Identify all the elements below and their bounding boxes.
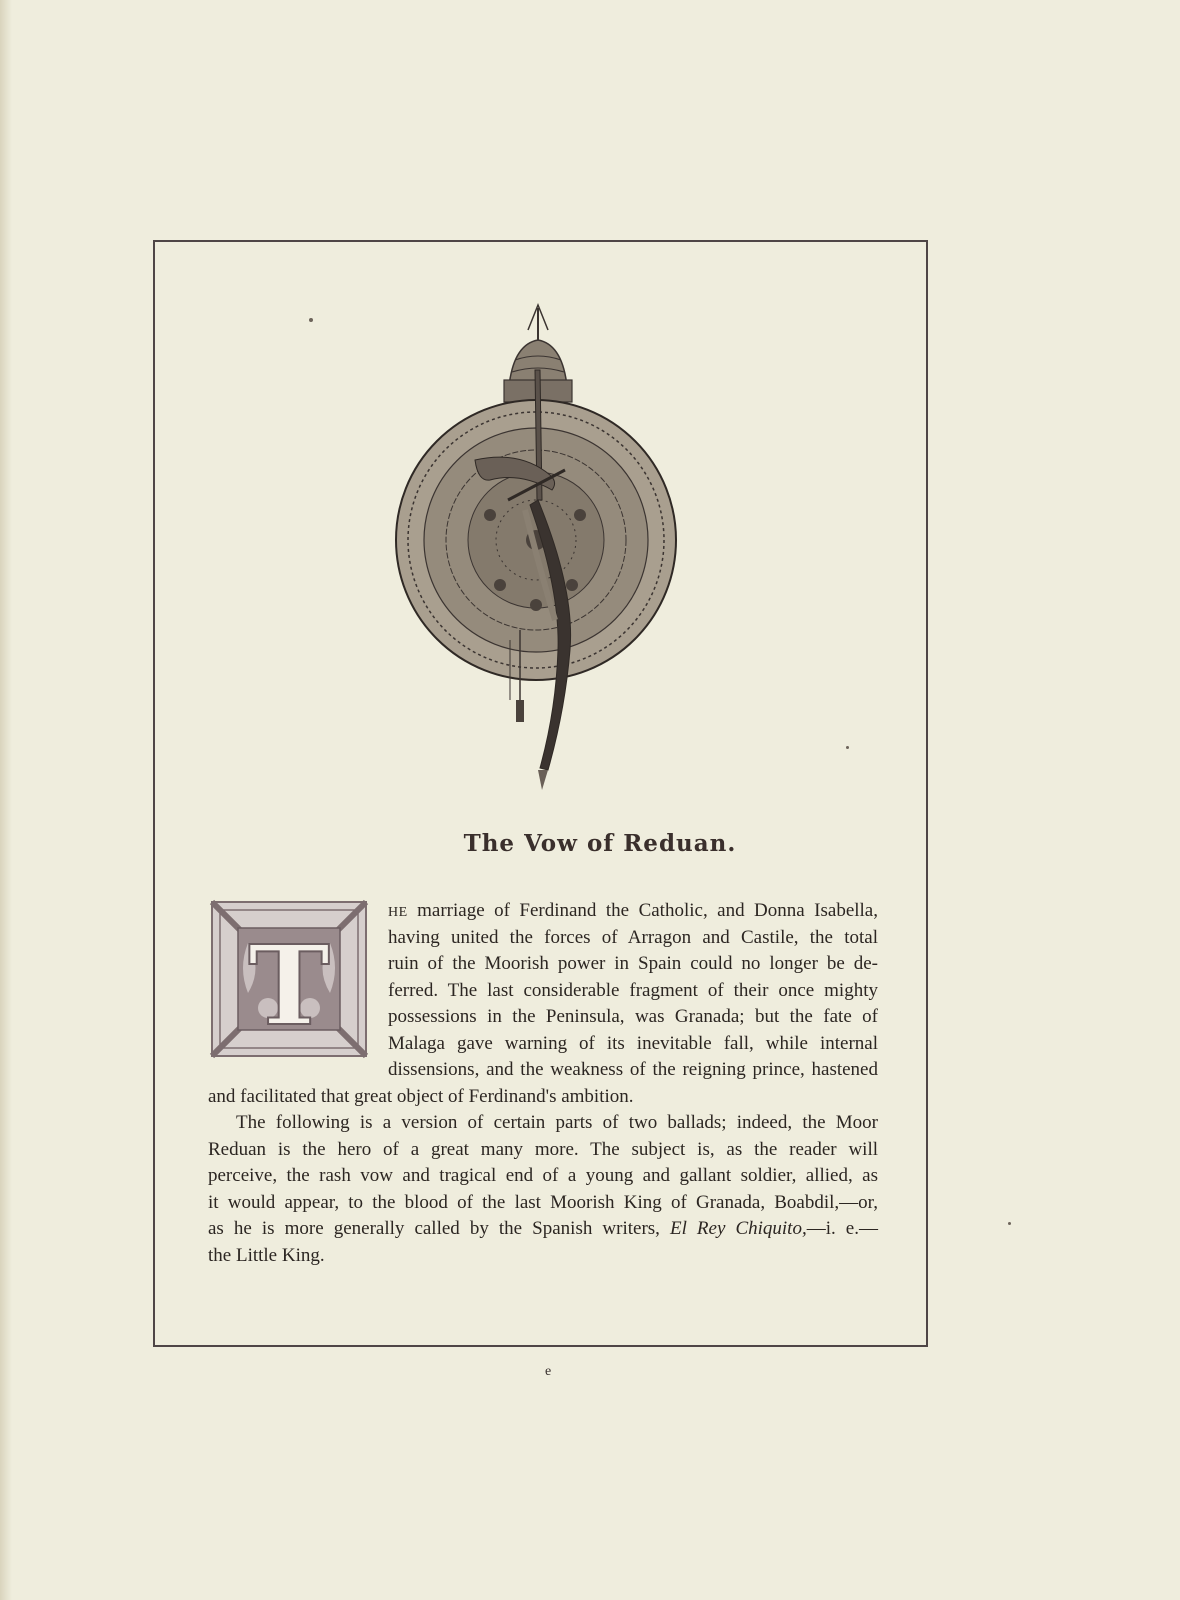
paper-speck <box>309 318 313 322</box>
paper-speck <box>1008 1222 1011 1225</box>
paragraph-line: and facilitated that great object of Ferdinand's ambition. <box>208 1085 634 1107</box>
paragraph-line: ferred. The last considerable fragment of their once mighty <box>388 979 878 1001</box>
paragraph-line: Reduan is the hero of a great many more. The subject is, as the reader will <box>208 1138 878 1160</box>
paragraph-line: dissensions, and the weakness of the reigning prince, hastened <box>388 1059 878 1080</box>
italic-phrase: El Rey Chiquito, <box>669 1218 807 1239</box>
paragraph-line: HE marriage of Ferdinand the Catholic, and Donna Isabella, <box>388 900 878 921</box>
page-title: The Vow of Reduan. <box>463 830 737 857</box>
paragraph-line: possessions in the Peninsula, was Granada; but the fate of <box>388 1006 878 1027</box>
page-binding-edge <box>0 0 12 1600</box>
paragraph-line: having united the forces of Arragon and Castile, the total <box>388 926 878 948</box>
paragraph-line: perceive, the rash vow and tragical end of a young and gallant soldier, allied, as <box>208 1165 878 1186</box>
paper-speck <box>846 746 849 749</box>
paragraph-line: Malaga gave warning of its inevitable fall, while internal <box>388 1032 878 1054</box>
paragraph-line: The following is a version of certain parts of two ballads; indeed, the Moor <box>236 1112 878 1133</box>
paragraph-line: ruin of the Moorish power in Spain could no longer be de- <box>388 953 878 974</box>
dropcap-letter: T <box>248 921 330 1050</box>
paragraph-line: as he is more generally called by the Spanish writers, El Rey Chiquito,—i. e.— <box>208 1218 878 1239</box>
decorated-initial-t <box>208 898 370 1060</box>
paragraph-line: the Little King. <box>208 1244 325 1266</box>
paragraph-line: it would appear, to the blood of the last Moorish King of Granada, Boabdil,—or, <box>208 1191 878 1213</box>
lead-caps: HE <box>388 905 408 920</box>
shield-helmet-sword-illustration <box>390 300 700 800</box>
signature-mark: e <box>545 1364 552 1379</box>
